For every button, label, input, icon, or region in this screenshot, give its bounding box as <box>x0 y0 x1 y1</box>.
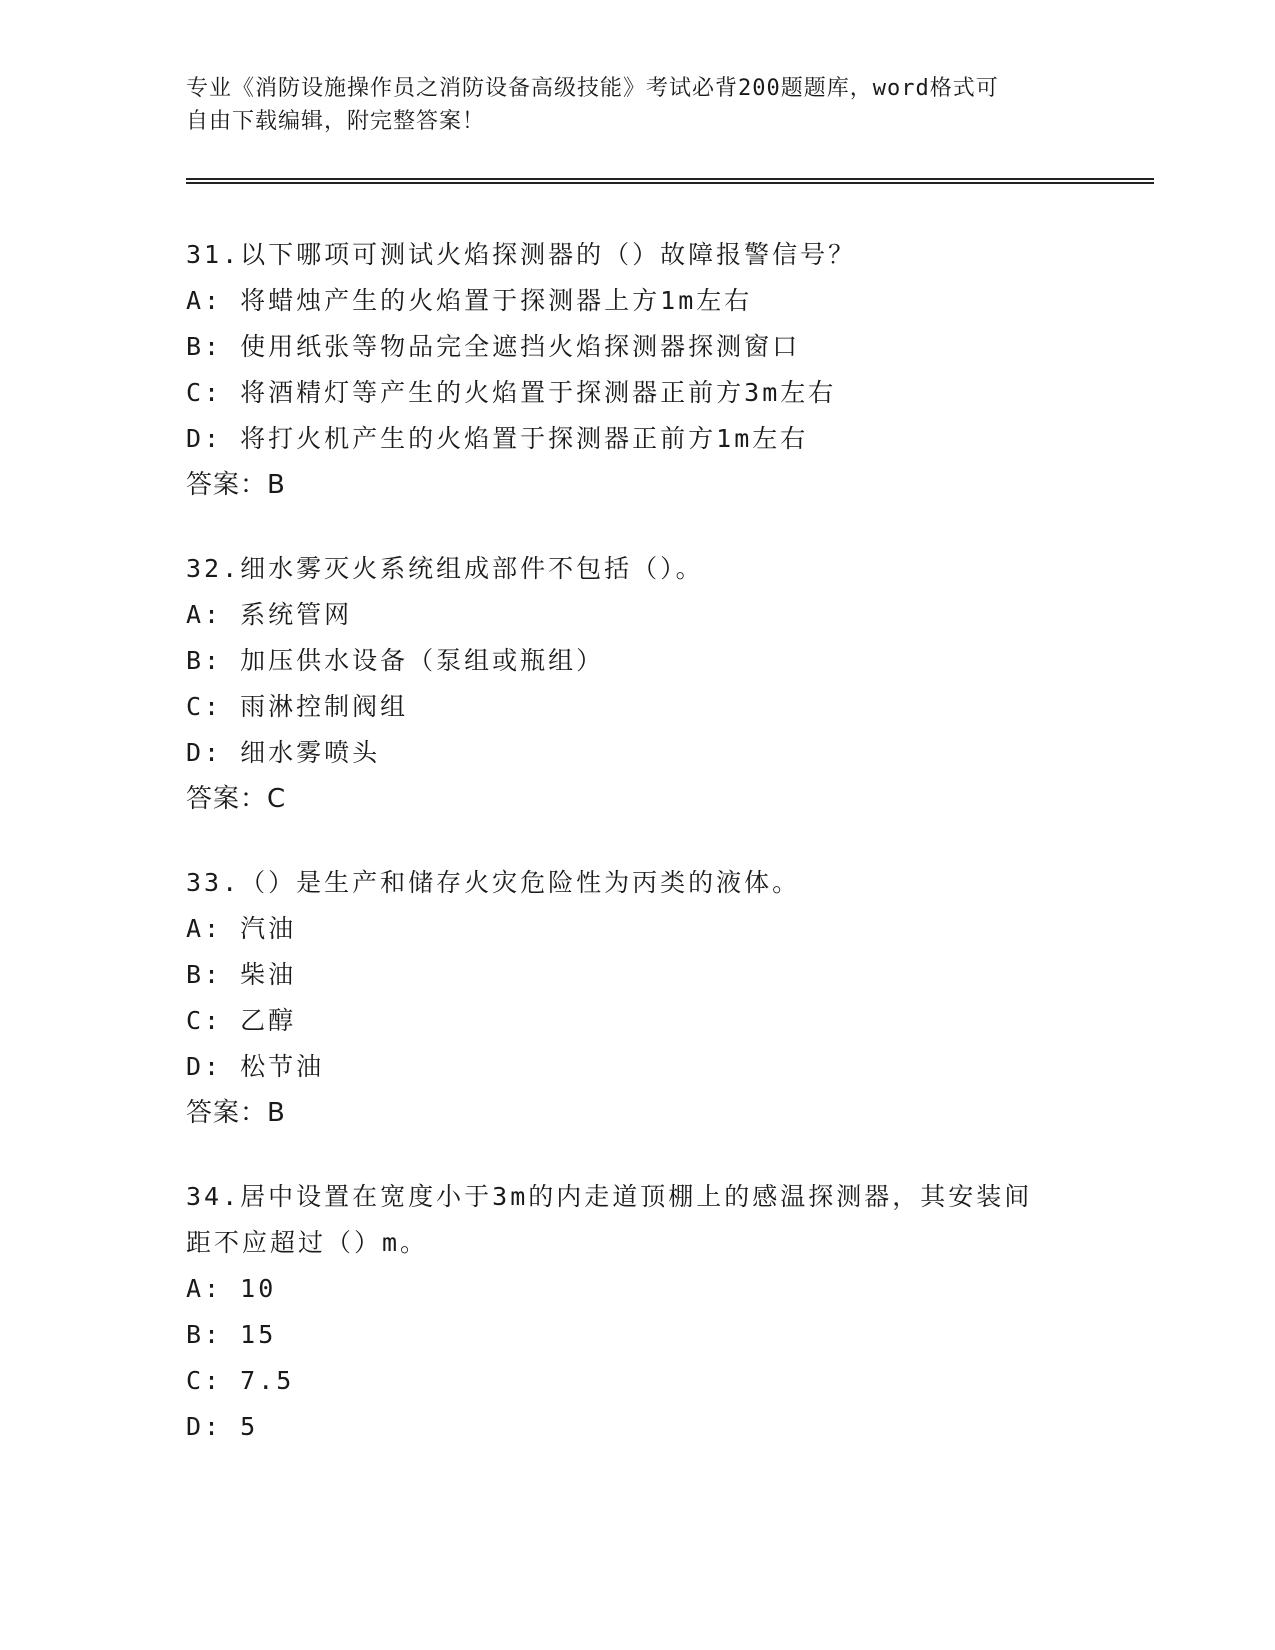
option-a: A: 系统管网 <box>186 600 353 629</box>
question-31 <box>186 232 1086 508</box>
option-a: A: 10 <box>186 1274 277 1303</box>
option-a: A: 将蜡烛产生的火焰置于探测器上方1m左右 <box>186 286 753 315</box>
option-c: C: 雨淋控制阀组 <box>186 692 409 721</box>
option-b: B: 15 <box>186 1320 277 1349</box>
answer: 答案：C <box>186 784 287 814</box>
question-stem: 31.以下哪项可测试火焰探测器的（）故障报警信号？ <box>186 240 857 269</box>
option-d: D: 松节油 <box>186 1052 325 1081</box>
question-stem-continued: 距不应超过（）m。 <box>186 1228 429 1257</box>
option-d: D: 将打火机产生的火焰置于探测器正前方1m左右 <box>186 424 809 453</box>
header-line-1: 专业《消防设施操作员之消防设备高级技能》考试必背200题题库，word格式可 <box>186 76 999 101</box>
option-a: A: 汽油 <box>186 914 297 943</box>
question-34 <box>186 1174 1086 1450</box>
option-d: D: 5 <box>186 1412 259 1441</box>
answer: 答案：B <box>186 470 286 500</box>
option-c: C: 乙醇 <box>186 1006 297 1035</box>
question-33 <box>186 860 1086 1136</box>
option-b: B: 加压供水设备（泵组或瓶组） <box>186 646 605 675</box>
header-divider <box>186 178 1154 184</box>
question-stem: 33.（）是生产和储存火灾危险性为丙类的液体。 <box>186 868 801 897</box>
question-stem: 32.细水雾灭火系统组成部件不包括（）。 <box>186 554 704 583</box>
option-c: C: 7.5 <box>186 1366 295 1395</box>
option-b: B: 使用纸张等物品完全遮挡火焰探测器探测窗口 <box>186 332 801 361</box>
question-list <box>186 232 1086 1488</box>
option-d: D: 细水雾喷头 <box>186 738 381 767</box>
question-stem: 34.居中设置在宽度小于3m的内走道顶棚上的感温探测器，其安装间 <box>186 1182 1033 1211</box>
document-header <box>186 72 1066 138</box>
header-line-2: 自由下载编辑，附完整答案！ <box>186 109 486 134</box>
option-c: C: 将酒精灯等产生的火焰置于探测器正前方3m左右 <box>186 378 837 407</box>
option-b: B: 柴油 <box>186 960 297 989</box>
answer: 答案：B <box>186 1098 286 1128</box>
question-32 <box>186 546 1086 822</box>
